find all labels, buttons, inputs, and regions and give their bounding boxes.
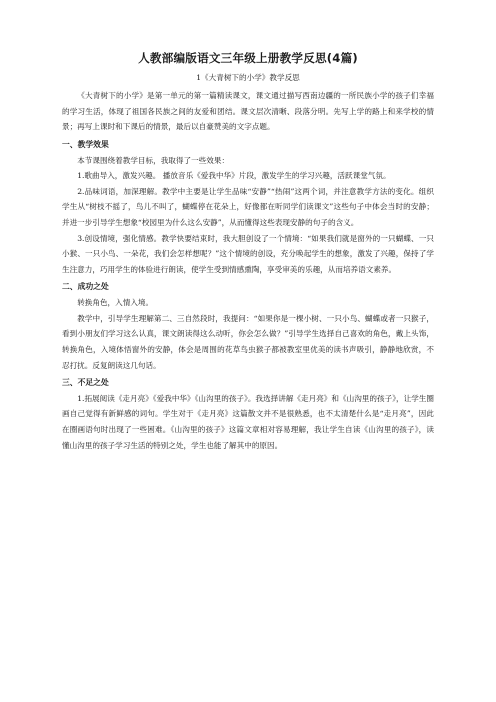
section-heading-success: 二、成功之处 bbox=[62, 282, 109, 292]
document-title: 人教部编版语文三年级上册教学反思(4篇) bbox=[138, 51, 358, 65]
section2-body: 教学中，引导学生理解第二、三自然段时，我提问：“如果你是一棵小树、一只小鸟、蝴蝶或者一只猴子，看到小朋友们学习这么认真，课文朗读得这么动听，你会怎么做？”引导学生选择自己喜欢的角色，戴上头饰，转换角色，入境体悟窗外的安静，体会是周围的花草鸟虫猴子都被教室里优美的读书声吸引，静静地欣赏，不忍打扰。反复朗读这几句话。 bbox=[62, 313, 434, 370]
section-heading-effect: 一、教学效果 bbox=[62, 139, 109, 149]
section1-item-1: 1.歌曲导入，激发兴趣。 播放音乐《爱我中华》片段，激发学生的学习兴趣，活跃课堂气氛。 bbox=[77, 171, 391, 181]
section1-item-3: 3.创设情境，强化情感。教学快要结束时，我大胆创设了一个情境：“如果我们就是窗外的一只蝴蝶、一只小猴、一只小鸟、一朵花，我们会怎样想呢？”这个情境的创设，充分唤起学生的想象，激发了兴趣，保持了学生注意力，巧用学生的体验进行朗读，使学生受到情感熏陶，享受审美的乐趣，从而培养语文素养。 bbox=[62, 233, 434, 274]
section2-lead: 转换角色，入情入境。 bbox=[77, 298, 154, 308]
section3-body: 1.拓展阅读《走月亮》《爱我中华》《山沟里的孩子》。我选择讲解《走月亮》和《山沟里的孩子》，让学生圈画自己觉得有新鲜感的词句。学生对于《走月亮》这篇散文并不是很熟悉，也不太清楚什么是“走月亮”，因此在圈画语句时出现了一些困难。《山沟里的孩子》这篇文章相对容易理解，我让学生自读《山沟里的孩子》，读懂山沟里的孩子学习生活的特别之处，学生也能了解其中的原因。 bbox=[62, 393, 434, 450]
document-page bbox=[62, 50, 434, 453]
intro-paragraph: 《大青树下的小学》是第一单元的第一篇精读课文，课文通过描写西南边疆的一所民族小学的孩子们幸福的学习生活，体现了祖国各民族之间的友爱和团结。课文层次清晰、段落分明。先写上学的路上和来学校的情景；再写上课时和下课后的情景，最后以自豪赞美的文字点题。 bbox=[62, 91, 434, 132]
document-subtitle: 1《大青树下的小学》教学反思 bbox=[196, 73, 300, 82]
section-heading-shortcomings: 三、不足之处 bbox=[62, 378, 109, 388]
section1-lead: 本节课围绕着教学目标，我取得了一些效果： bbox=[77, 155, 230, 165]
section1-item-2: 2.品味词语，加深理解。教学中主要是让学生品味“安静”“热闹”这两个词，并注意教学方法的变化。组织学生从“树枝不摇了，鸟儿不叫了，蝴蝶停在花朵上，好像都在听同学们读课文”这些句子中体会当时的安静；并进一步引导学生想象“校园里为什么这么安静”，从而懂得这些表现安静的句子的含义。 bbox=[62, 186, 434, 227]
